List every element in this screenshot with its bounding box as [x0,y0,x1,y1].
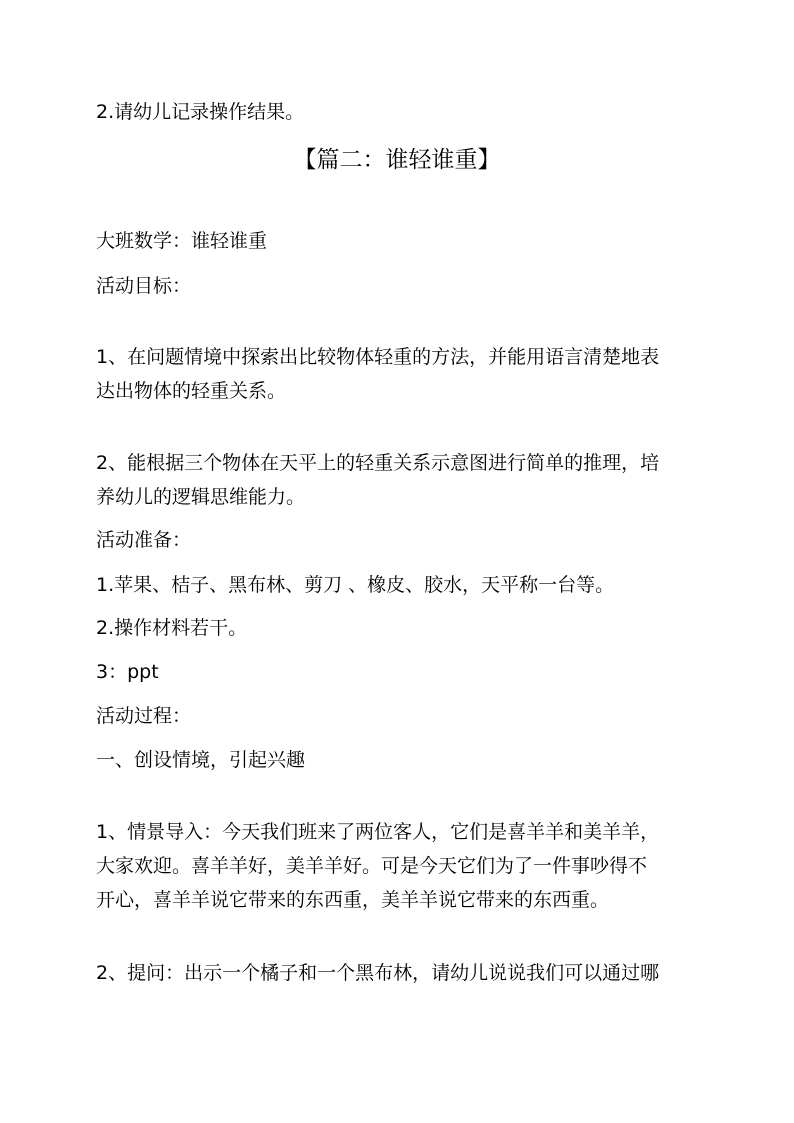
goal-2-line-1: 2、能根据三个物体在天平上的轻重关系示意图进行简单的推理，培 [96,452,660,474]
process-heading: 活动过程： [96,705,192,727]
question-paragraph [96,956,700,990]
section-title: 【篇二：谁轻谁重】 [293,147,501,173]
step-one-heading: 一、创设情境，引起兴趣 [96,749,306,771]
goal-2-paragraph [96,446,700,514]
prep-item-1: 1.苹果、桔子、黑布林、剪刀 、橡皮、胶水，天平称一台等。 [96,574,615,596]
intro-line-3: 开心，喜羊羊说它带来的东西重，美羊羊说它带来的东西重。 [96,889,610,911]
intro-line-2: 大家欢迎。喜羊羊好，美羊羊好。可是今天它们为了一件事吵得不 [96,855,648,877]
intro-paragraph [96,815,700,917]
goal-1-line-2: 达出物体的轻重关系。 [96,380,287,402]
goals-heading: 活动目标： [96,275,192,297]
prep-heading: 活动准备： [96,529,192,551]
intro-line-1: 1、情景导入：今天我们班来了两位客人，它们是喜羊羊和美羊羊， [96,821,660,843]
goal-1-paragraph [96,340,700,408]
prep-item-3: 3：ppt [96,661,159,683]
subject-line: 大班数学：谁轻谁重 [96,230,268,252]
record-result-line: 2.请幼儿记录操作结果。 [96,101,305,123]
prep-item-2: 2.操作材料若干。 [96,617,248,639]
goal-1-line-1: 1、在问题情境中探索出比较物体轻重的方法，并能用语言清楚地表 [96,346,660,368]
goal-2-line-2: 养幼儿的逻辑思维能力。 [96,486,306,508]
question-line-1: 2、提问：出示一个橘子和一个黑布林，请幼儿说说我们可以通过哪 [96,962,660,984]
